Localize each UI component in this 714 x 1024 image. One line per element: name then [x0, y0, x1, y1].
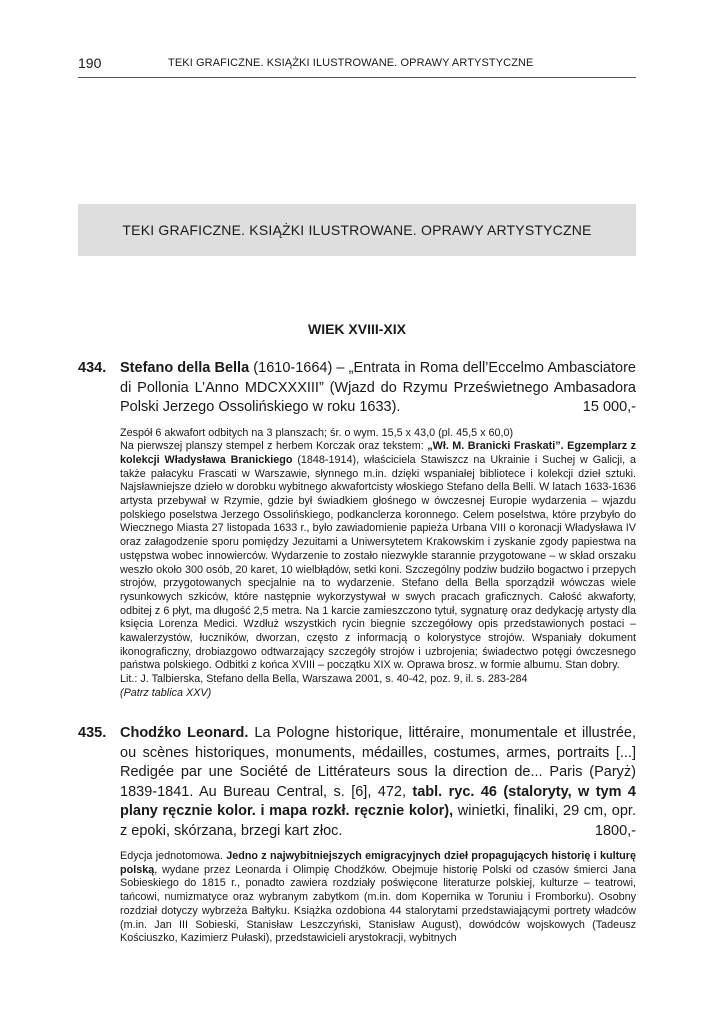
- entry-description: [120, 427, 636, 701]
- page-header: [78, 53, 636, 78]
- plate-reference: (Patrz tablica XXV): [120, 686, 212, 699]
- catalog-entry-435: [78, 724, 636, 946]
- entry-price: 1800,-: [594, 822, 636, 839]
- entry-notes: Edycja jednotomowa. Jedno z najwybitniejszych emigracyjnych dzieł propagujących historię i kulturę polską, wydane przez Leonarda i Olimpię Chodźków. Obejmuje historię Polski od czasów śmierci Jana Sobieskiego do 1815 r., ponadto zawiera rozdziały poświęcone literaturze polskiej, kulturze – teatrowi, tańcowi, numizmatyce oraz wybranym zabytkom (m.in. dom Kopernika w Toruniu i Fromborku). Osobny rozdział dotyczy wybrzeża Bałtyku. Książka ozdobiona 44 stalorytami przedstawiającymi portrety władców (m.in. Jan III Sobieski, Stanisław Leszczyński, Stanisław August), dowódców wojskowych (Tadeusz Kościuszko, Kazimierz Pułaski), przedstawicieli arystokracji, wybitnych: [120, 850, 636, 945]
- section-title: TEKI GRAFICZNE. KSIĄŻKI ILUSTROWANE. OPRAWY ARTYSTYCZNE: [122, 222, 592, 238]
- section-title-band: [78, 204, 636, 256]
- page-number: 190: [78, 55, 102, 71]
- entry-plates-highlight: tabl. ryc. 46 (staloryty, w tym 4 plany ręcznie kolor. i mapa rozkł. ręcznie kolor),: [120, 783, 636, 819]
- entry-number: 434.: [78, 360, 107, 376]
- significance-highlight: Jedno z najwybitniejszych emigracyjnych dzieł propagujących historię i kulturę polską: [120, 850, 636, 876]
- entry-author: Chodźko Leonard.: [120, 725, 249, 741]
- entry-title: (1610-1664) – „Entrata in Roma dell’Eccelmo Ambasciatore di Pollonia L’Anno MDCXXXIII” (Wjazd do Rzymu Prześwietnego Ambasadora Polski Jerzego Ossolińskiego w roku 1633).: [120, 360, 636, 415]
- catalog-entry-434: [78, 359, 636, 701]
- running-title: TEKI GRAFICZNE. KSIĄŻKI ILUSTROWANE. OPRAWY ARTYSTYCZNE: [168, 57, 534, 69]
- entry-notes: Na pierwszej planszy stempel z herbem Korczak oraz tekstem: „Wł. M. Branicki Fraskati”. Egzemplarz z kolekcji Władysława Branickiego (1848-1914), właściciela Stawiszcz na Ukrainie i Suchej w Galicji, a także pałacyku Frascati w Warszawie, słynnego m.in. dzięki wspaniałej bibliotece i kolekcji dzieł sztuki. Najsławniejsze dzieło w dorobku wybitnego akwafortcisty włoskiego Stefano della Belli. W latach 1633-1636 artysta przebywał w Rzymie, gdzie był świadkiem głośnego w ówczesnej Europie wydarzenia – wjazdu polskiego poselstwa Jerzego Ossolińskiego, podkanclerza koronnego. Celem poselstwa, które przybyło do Wiecznego Miasta 27 listopada 1633 r., było zawiadomienie papieża Urbana VIII o koronacji Władysława IV oraz załagodzenie sporu pomiędzy Jezuitami a Uniwersytetem Krakowskim i zyskanie zgody papiestwa na ustępstwa wobec innowierców. Wydarzenie to zostało niezwykle starannie przygotowane – w skład orszaku weszło około 300 osób, 20 karet, 10 wielbłądów, setki koni. Szczególny podziw budziło bogactwo i przepych strojów, przygotowanych specjalnie na to wydarzenie. Stefano della Bella sporządził wówczas wiele rysunkowych szkiców, które następnie wykorzystywał w swych pracach graficznych. Całość akwaforty, odbitej z 6 płyt, ma długość 2,5 metra. Na 1 karcie zamieszczono tytuł, sygnaturę oraz dedykację artysty dla księcia Lorenza Medici. Wzdłuż wszystkich rycin biegnie szczegółowy opis przedstawionych postaci – kawalerzystów, łuczników, dworzan, często z informacją o kolorystyce strojów. Wspaniały dokument ikonograficzny, drobiazgowo odtwarzający szczegóły strojów i uzbrojenia; świadectwo potęgi ówczesnego państwa polskiego. Odbitki z końca XVIII – początku XIX w. Oprawa brosz. w formie albumu. Stan dobry.: [120, 440, 637, 672]
- entry-description: [120, 850, 636, 946]
- entry-physical-description: Zespół 6 akwafort odbitych na 3 planszach; śr. o wym. 15,5 x 43,0 (pl. 45,5 x 60,0): [120, 426, 514, 439]
- entry-author: Stefano della Bella: [120, 360, 250, 376]
- provenance-highlight: „Wł. M. Branicki Fraskati”. Egzemplarz z kolekcji Władysława Branickiego: [120, 440, 636, 466]
- entry-price: 15 000,-: [582, 399, 636, 415]
- entry-literature: Lit.: J. Talbierska, Stefano della Bella, Warszawa 2001, s. 40-42, poz. 9, il. s. 283-284: [120, 673, 528, 686]
- entry-heading: Chodźko Leonard. La Pologne historique, littéraire, monumentale et illustrée, ou scènes historiques, monuments, médailles, costumes, armes, portraits [...] Redigée par une Société de Littérateurs sous la direction de... Paris (Paryż) 1839-1841. Au Bureau Central, s. [6], 472, tabl. ryc. 46 (staloryty, w tym 4 plany ręcznie kolor. i mapa rozkł. ręcznie kolor), winietki, finaliki, 29 cm, opr. z epoki, skórzana, brzegi kart złoc. 1800,-: [120, 724, 636, 841]
- entry-number: 435.: [78, 725, 107, 741]
- entry-heading: [120, 359, 636, 418]
- century-heading: WIEK XVIII-XIX: [307, 321, 406, 337]
